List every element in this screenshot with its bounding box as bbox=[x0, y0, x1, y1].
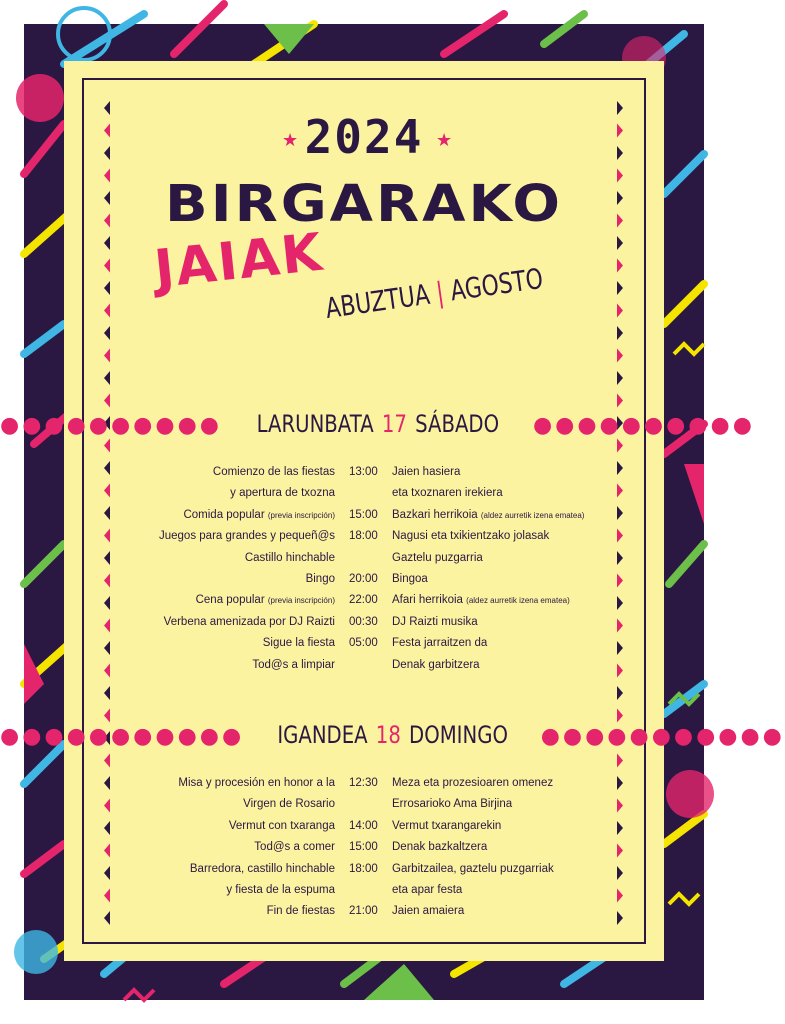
event-spanish: Comienzo de las fiestas bbox=[212, 466, 335, 478]
event-basque: Afari herrikoia bbox=[392, 594, 463, 607]
arrow-left-icon bbox=[104, 686, 110, 700]
event-basque-cell bbox=[392, 798, 512, 810]
event-basque: Errosarioko Ama Birjina bbox=[392, 798, 513, 811]
event-basque: Meza eta prozesioaren omenez bbox=[392, 777, 554, 789]
schedule-row bbox=[0, 863, 728, 884]
event-spanish: Vermut con txaranga bbox=[228, 819, 335, 832]
event-time: 22:00 bbox=[349, 594, 378, 607]
day-number: 17 bbox=[381, 410, 407, 438]
event-time: 15:00 bbox=[349, 841, 378, 854]
title-heading: BIRGARAKO bbox=[165, 175, 563, 234]
event-spanish: Tod@s a limpiar bbox=[252, 658, 335, 671]
event-basque-note: (aldez aurretik izena ematea) bbox=[480, 510, 585, 520]
day-name-es: DOMINGO bbox=[408, 721, 508, 749]
dots-divider-right: ●●●●●●●●●●● bbox=[540, 724, 785, 749]
schedule-row bbox=[0, 616, 728, 637]
event-spanish-cell bbox=[245, 552, 335, 564]
arrow-right-icon bbox=[617, 394, 623, 408]
arrow-left-icon bbox=[104, 259, 110, 273]
arrow-right-icon bbox=[617, 686, 623, 700]
star-icon: ★ bbox=[436, 130, 453, 151]
schedule-row bbox=[0, 487, 728, 508]
event-basque-cell bbox=[392, 466, 460, 478]
arrow-left-icon bbox=[104, 281, 110, 295]
schedule-row bbox=[0, 637, 728, 658]
event-basque: Festa jarraitzen da bbox=[392, 637, 488, 650]
event-basque-cell bbox=[392, 820, 501, 832]
event-spanish: Juegos para grandes y pequeñ@s bbox=[159, 530, 335, 543]
schedule-row bbox=[0, 466, 728, 487]
schedule-row bbox=[0, 530, 728, 551]
event-basque: eta apar festa bbox=[392, 884, 463, 896]
event-basque: Bazkari herrikoia bbox=[392, 508, 478, 521]
event-basque-cell bbox=[392, 594, 570, 606]
arrow-right-icon bbox=[617, 754, 623, 768]
month-es: AGOSTO bbox=[448, 261, 545, 308]
event-basque: Garbitzailea, gaztelu puzgarriak bbox=[392, 862, 554, 875]
event-spanish-cell bbox=[196, 594, 335, 606]
event-time: 12:30 bbox=[349, 777, 378, 789]
month-eu: ABUZTUA bbox=[323, 277, 432, 325]
event-basque: DJ Raizti musika bbox=[392, 615, 478, 628]
event-time: 00:30 bbox=[349, 615, 378, 628]
event-spanish: Tod@s a comer bbox=[254, 841, 335, 854]
event-spanish: Barredora, castillo hinchable bbox=[189, 862, 335, 875]
event-spanish-note: (previa inscripción) bbox=[267, 510, 335, 520]
event-time: 15:00 bbox=[349, 508, 378, 521]
event-spanish-cell bbox=[164, 616, 335, 628]
year-heading: 2024 bbox=[304, 110, 424, 164]
day-name-eu: LARUNBATA bbox=[256, 410, 374, 438]
arrow-right-icon bbox=[617, 371, 623, 385]
arrow-right-icon bbox=[617, 304, 623, 318]
event-spanish-cell bbox=[226, 884, 335, 896]
event-time: 20:00 bbox=[349, 573, 378, 585]
event-basque: Bingoa bbox=[392, 573, 428, 585]
event-spanish-cell bbox=[254, 841, 335, 853]
event-spanish: Cena popular bbox=[195, 594, 265, 607]
event-basque: Jaien hasiera bbox=[392, 466, 461, 478]
event-time: 18:00 bbox=[349, 530, 378, 543]
event-spanish-cell bbox=[229, 820, 335, 832]
arrow-right-icon bbox=[617, 236, 623, 250]
event-basque-cell bbox=[392, 841, 487, 853]
dots-divider-left: ●●●●●●●●●● bbox=[0, 413, 222, 438]
event-spanish-cell bbox=[267, 905, 335, 917]
arrow-right-icon bbox=[617, 281, 623, 295]
event-spanish: y apertura de txozna bbox=[230, 487, 335, 500]
day-header-saturday bbox=[0, 410, 755, 438]
schedule-row bbox=[0, 905, 728, 926]
event-spanish-cell bbox=[243, 798, 335, 810]
day-header-sunday bbox=[0, 721, 785, 749]
day-name-es: SÁBADO bbox=[414, 410, 499, 438]
arrow-left-icon bbox=[104, 371, 110, 385]
schedule-row bbox=[0, 798, 728, 819]
event-spanish: Fin de fiestas bbox=[266, 905, 335, 918]
event-basque-cell bbox=[392, 552, 483, 564]
event-basque: Denak garbitzera bbox=[392, 658, 480, 671]
event-basque: Jaien amaiera bbox=[392, 905, 465, 918]
arrow-right-icon bbox=[617, 259, 623, 273]
event-basque: Nagusi eta txikientzako jolasak bbox=[392, 530, 550, 543]
schedule-row bbox=[0, 573, 728, 594]
event-basque-cell bbox=[392, 487, 503, 499]
arrow-left-icon bbox=[104, 236, 110, 250]
arrow-left-icon bbox=[104, 326, 110, 340]
schedule-row bbox=[0, 509, 728, 530]
arrow-left-icon bbox=[104, 394, 110, 408]
schedule-row bbox=[0, 884, 728, 905]
star-icon: ★ bbox=[282, 130, 299, 151]
event-spanish-cell bbox=[213, 466, 335, 478]
event-spanish: Comida popular bbox=[183, 508, 265, 521]
arrow-left-icon bbox=[104, 304, 110, 318]
event-spanish: Sigue la fiesta bbox=[262, 637, 335, 650]
event-spanish-note: (previa inscripción) bbox=[267, 596, 335, 606]
event-basque-cell bbox=[392, 659, 480, 671]
event-spanish: Virgen de Rosario bbox=[243, 798, 335, 811]
month-separator: | bbox=[434, 275, 446, 310]
event-basque-cell bbox=[392, 884, 462, 896]
day-number: 18 bbox=[375, 721, 401, 749]
event-time: 13:00 bbox=[349, 466, 378, 478]
event-basque-cell bbox=[392, 530, 549, 542]
arrow-right-icon bbox=[617, 349, 623, 363]
event-basque-note: (aldez aurretik izena ematea) bbox=[466, 596, 570, 606]
schedule-row bbox=[0, 659, 728, 680]
arrow-right-icon bbox=[617, 439, 623, 453]
event-basque-cell bbox=[392, 777, 553, 789]
event-spanish: Castillo hinchable bbox=[244, 551, 335, 564]
subtitle-heading: JAIAK bbox=[151, 222, 327, 300]
day-name-eu: IGANDEA bbox=[277, 721, 368, 749]
event-basque: Vermut txarangarekin bbox=[392, 819, 502, 832]
schedule-row bbox=[0, 820, 728, 841]
event-spanish-cell bbox=[252, 659, 335, 671]
event-spanish: Verbena amenizada por DJ Raizti bbox=[163, 615, 335, 628]
event-basque: Denak bazkaltzera bbox=[392, 841, 488, 854]
event-basque-cell bbox=[392, 637, 487, 649]
event-spanish-cell bbox=[178, 777, 335, 789]
event-basque-cell bbox=[392, 616, 478, 628]
event-time: 21:00 bbox=[349, 905, 378, 918]
event-spanish: Bingo bbox=[305, 573, 335, 585]
event-spanish-cell bbox=[183, 509, 335, 521]
event-time: 05:00 bbox=[349, 637, 378, 650]
arrow-left-icon bbox=[104, 754, 110, 768]
event-spanish: y fiesta de la espuma bbox=[226, 884, 335, 896]
schedule-row bbox=[0, 594, 728, 615]
event-basque: eta txoznaren irekiera bbox=[392, 487, 503, 500]
dots-divider-left: ●●●●●●●●●●● bbox=[0, 724, 245, 749]
event-basque-cell bbox=[392, 905, 464, 917]
event-time: 18:00 bbox=[349, 862, 378, 875]
arrow-right-icon bbox=[617, 326, 623, 340]
schedule-row bbox=[0, 777, 728, 798]
event-spanish-cell bbox=[263, 637, 335, 649]
event-basque: Gaztelu puzgarria bbox=[392, 551, 483, 564]
event-spanish: Misa y procesión en honor a la bbox=[178, 777, 335, 789]
dots-divider-right: ●●●●●●●●●● bbox=[532, 413, 755, 438]
event-spanish-cell bbox=[306, 573, 335, 585]
event-spanish-cell bbox=[159, 530, 335, 542]
event-spanish-cell bbox=[230, 487, 335, 499]
schedule-row bbox=[0, 552, 728, 573]
event-basque-cell bbox=[392, 863, 554, 875]
event-basque-cell bbox=[392, 573, 428, 585]
arrow-left-icon bbox=[104, 349, 110, 363]
schedule-row bbox=[0, 841, 728, 862]
event-spanish-cell bbox=[190, 863, 335, 875]
arrow-left-icon bbox=[104, 439, 110, 453]
event-basque-cell bbox=[392, 509, 584, 521]
event-time: 14:00 bbox=[349, 819, 378, 832]
